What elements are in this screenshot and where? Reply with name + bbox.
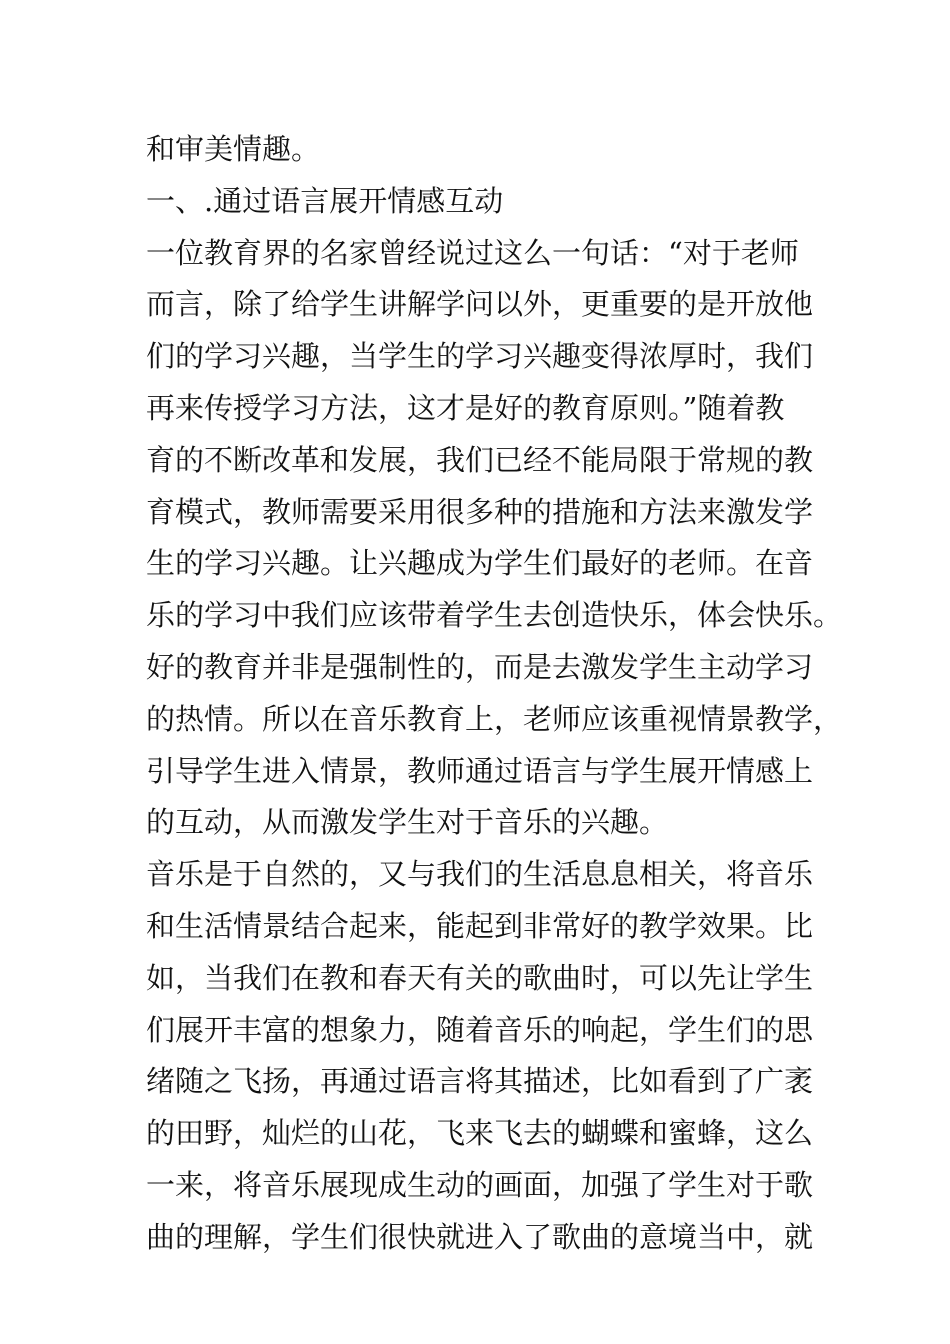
text-line: 的热情。所以在音乐教育上，老师应该重视情景教学，: [146, 701, 843, 736]
text-line: 们的学习兴趣，当学生的学习兴趣变得浓厚时，我们: [146, 339, 814, 374]
text-line: 而言，除了给学生讲解学问以外，更重要的是开放他: [146, 287, 814, 322]
text-line: 绪随之飞扬，再通过语言将其描述，比如看到了广袤: [146, 1064, 814, 1099]
text-line: 们展开丰富的想象力，随着音乐的响起，学生们的思: [146, 1012, 814, 1047]
text-line: 育模式，教师需要采用很多种的措施和方法来激发学: [146, 494, 814, 529]
text-line: 再来传授学习方法，这才是好的教育原则。”随着教: [146, 390, 785, 425]
body-text: [146, 124, 843, 1264]
text-line: 音乐是于自然的，又与我们的生活息息相关，将音乐: [146, 857, 814, 892]
text-line: 引导学生进入情景，教师通过语言与学生展开情感上: [146, 753, 814, 788]
text-line: 好的教育并非是强制性的，而是去激发学生主动学习: [146, 649, 814, 684]
text-line: 生的学习兴趣。让兴趣成为学生们最好的老师。在音: [146, 546, 814, 581]
text-line: 的田野，灿烂的山花，飞来飞去的蝴蝶和蜜蜂，这么: [146, 1116, 814, 1151]
text-line: 育的不断改革和发展，我们已经不能局限于常规的教: [146, 442, 814, 477]
text-line: 乐的学习中我们应该带着学生去创造快乐，体会快乐。: [146, 598, 843, 633]
text-line: 一来，将音乐展现成生动的画面，加强了学生对于歌: [146, 1167, 814, 1202]
text-line: 如，当我们在教和春天有关的歌曲时，可以先让学生: [146, 960, 814, 995]
section-heading: 一、.通过语言展开情感互动: [146, 183, 504, 218]
text-line: 曲的理解，学生们很快就进入了歌曲的意境当中，就: [146, 1219, 814, 1254]
text-line: 和生活情景结合起来，能起到非常好的教学效果。比: [146, 908, 814, 943]
text-line: 的互动，从而激发学生对于音乐的兴趣。: [146, 805, 669, 840]
text-line: 和审美情趣。: [146, 132, 321, 166]
text-line: 一位教育界的名家曾经说过这么一句话：“对于老师: [146, 235, 799, 270]
